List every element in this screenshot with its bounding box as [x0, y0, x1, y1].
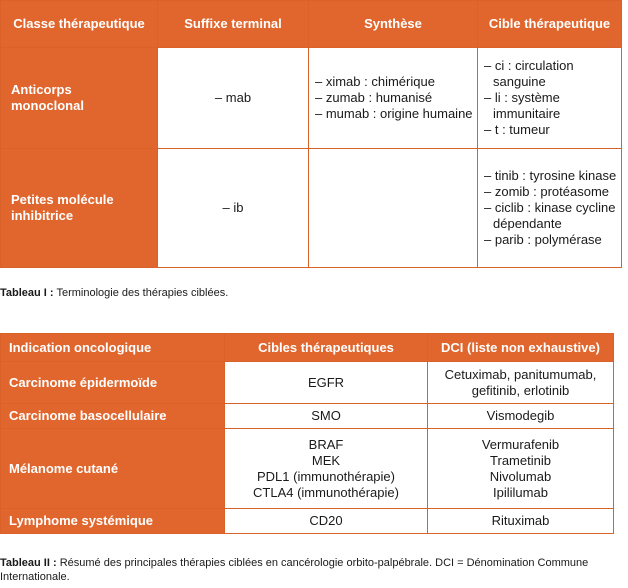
cible-line: SMO [311, 408, 341, 423]
header-suffixe: Suffixe terminal [158, 1, 309, 48]
cible-list [480, 58, 617, 138]
dci-line: Cetuximab, panitumumab, [444, 366, 597, 382]
row-cibles [225, 404, 428, 429]
list-item: – zomib : protéasome [480, 184, 617, 200]
header-classe: Classe thérapeutique [1, 1, 158, 48]
cible-line: EGFR [307, 374, 345, 390]
table-row [1, 362, 614, 404]
row-synthese-empty [309, 149, 478, 268]
row-indication: Carcinome épidermoïde [1, 362, 225, 404]
row-dci [428, 362, 614, 404]
row-indication: Mélanome cutané [1, 429, 225, 509]
table-row [1, 404, 614, 429]
header-dci: DCI (liste non exhaustive) [428, 334, 614, 362]
table-header-row [1, 334, 614, 362]
caption-text: Terminologie des thérapies ciblées. [53, 287, 229, 299]
list-item: – tinib : tyrosine kinase [480, 168, 617, 184]
list-item: – ci : circulation sanguine [480, 58, 617, 90]
cible-line: BRAF [308, 436, 344, 452]
list-item: – zumab : humanisé [311, 90, 473, 106]
row-cible [478, 149, 622, 268]
dci-line: gefitinib, erlotinib [471, 382, 570, 398]
row-dci [428, 509, 614, 534]
row-cibles [225, 362, 428, 404]
header-synthese: Synthèse [309, 1, 478, 48]
row-indication: Carcinome basocellulaire [1, 404, 225, 429]
header-cibles: Cibles thérapeutiques [225, 334, 428, 362]
list-item: – t : tumeur [480, 122, 617, 138]
row-classe: Petites molécule inhibitrice [1, 149, 158, 268]
table-row [1, 149, 622, 268]
dci-line: Vismodegib [486, 408, 555, 423]
table-row [1, 509, 614, 534]
table-caption-1 [0, 286, 624, 300]
row-cibles [225, 509, 428, 534]
dci-line: Rituximab [491, 513, 550, 528]
list-item: – mumab : origine humaine [311, 106, 473, 122]
table-header-row [1, 1, 622, 48]
dci-line: Trametinib [490, 452, 551, 468]
list-item: – parib : polymérase [480, 232, 617, 248]
table-oncology-indications [0, 333, 614, 534]
table-caption-2 [0, 556, 624, 584]
dci-line: Ipililumab [493, 484, 548, 500]
row-indication: Lymphome systémique [1, 509, 225, 534]
header-cible: Cible thérapeutique [478, 1, 622, 48]
row-synthese [309, 48, 478, 149]
table-row [1, 48, 622, 149]
header-indication: Indication oncologique [1, 334, 225, 362]
table-therapeutic-terminology [0, 0, 622, 268]
row-dci [428, 429, 614, 509]
row-classe: Anticorps monoclonal [1, 48, 158, 149]
caption-text: Résumé des principales thérapies ciblées en cancérologie orbito-palpébrale. DCI = Dénomination Commune Internationale. [0, 557, 589, 583]
table-row [1, 429, 614, 509]
cible-line: MEK [311, 452, 341, 468]
row-cibles [225, 429, 428, 509]
list-item: – ciclib : kinase cycline dépendante [480, 200, 617, 232]
cible-line: CD20 [309, 513, 343, 528]
caption-label: Tableau I : [0, 287, 54, 299]
list-item: – ximab : chimérique [311, 74, 473, 90]
row-suffixe: – mab [158, 48, 309, 149]
cible-line: PDL1 (immunothérapie) [256, 468, 395, 484]
cible-list [480, 168, 617, 248]
row-suffixe: – ib [158, 149, 309, 268]
synthese-list [311, 74, 473, 122]
cible-line: CTLA4 (immunothérapie) [253, 484, 399, 500]
row-dci [428, 404, 614, 429]
dci-line: Vermurafenib [481, 436, 560, 452]
dci-line: Nivolumab [489, 468, 552, 484]
list-item: – li : système immunitaire [480, 90, 617, 122]
row-cible [478, 48, 622, 149]
caption-label: Tableau II : [0, 557, 57, 569]
